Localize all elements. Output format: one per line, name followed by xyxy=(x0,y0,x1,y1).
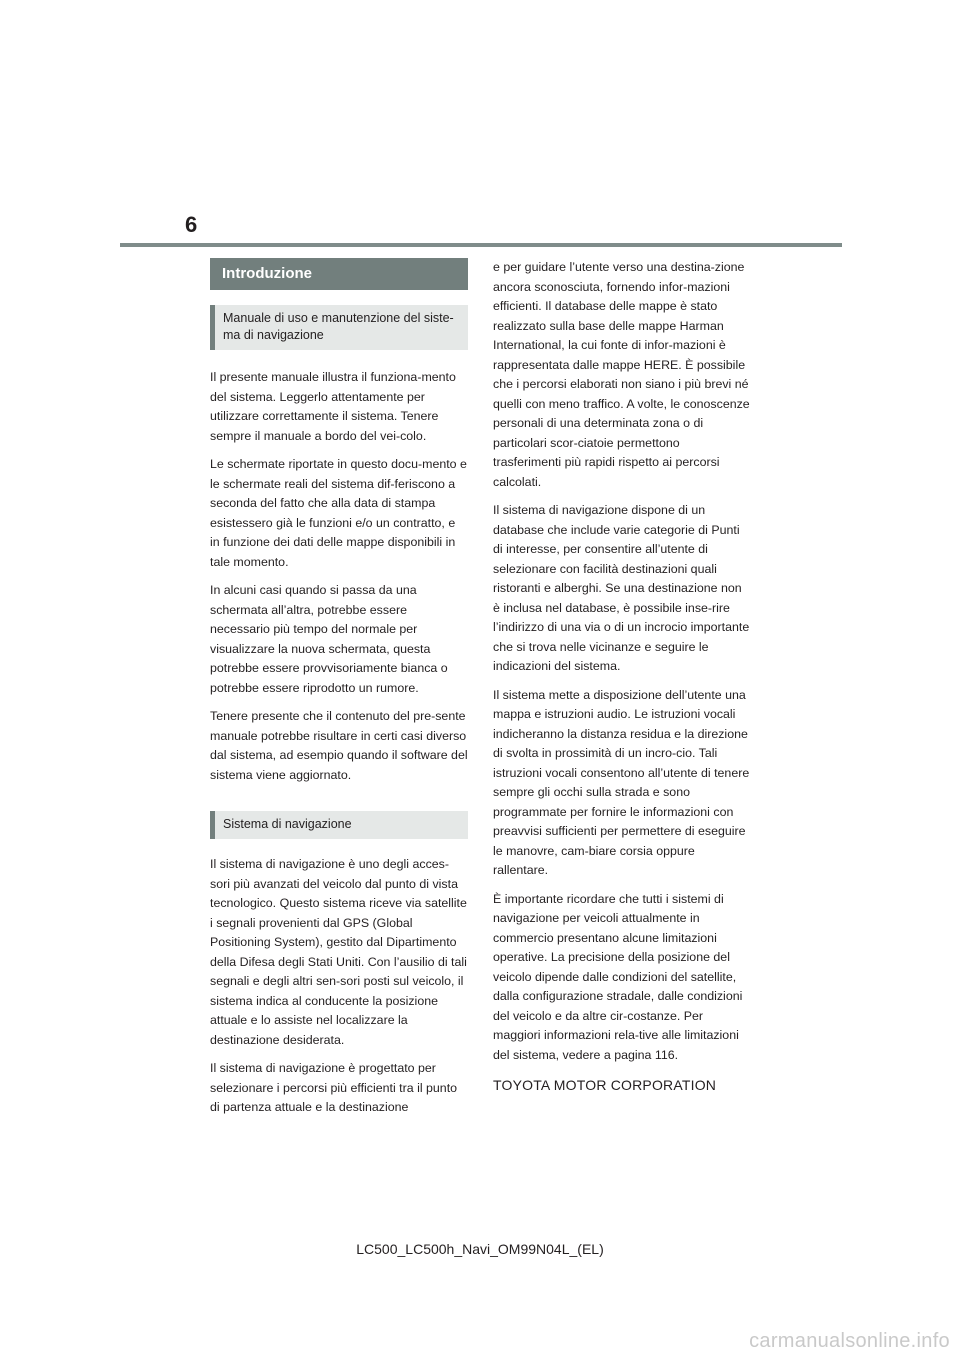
right-column xyxy=(493,258,751,1096)
paragraph: Il sistema di navigazione dispone di un database che include varie categorie di Punti di interesse, per consentire all’utente di selezionare con facilità destinazioni quali ristoranti e alberghi. Se una destinazione non è inclusa nel database, è possibile inse-rire l’indirizzo di una via o di un incrocio importante che si trova nelle vicinanze e seguire le indicazioni del sistema. xyxy=(493,503,750,673)
paragraph: In alcuni casi quando si passa da una schermata all’altra, potrebbe essere necessario più tempo del normale per visualizzare la nuova schermata, questa potrebbe essere provvisoriamente bianca o potrebbe essere riprodotto un rumore. xyxy=(210,583,448,695)
paragraph: È importante ricordare che tutti i sistemi di navigazione per veicoli attualmente in commercio presentano alcune limitazioni operative. La precisione della posizione del veicolo dipende dalle condizioni del satellite, dalla configurazione stradale, dalle condizioni del veicolo e da altre cir-costanze. Per maggiori informazioni rela-tive alle limitazioni del sistema, vedere a pagina 116. xyxy=(493,891,743,1062)
subsection-title-manuale: Manuale di uso e manutenzione del siste- ma di navigazione xyxy=(210,305,468,350)
paragraph: Tenere presente che il contenuto del pre-sente manuale potrebbe risultare in certi casi diverso dal sistema, ad esempio quando il software del sistema viene aggiornato. xyxy=(210,709,468,782)
footer-document-code: LC500_LC500h_Navi_OM99N04L_(EL) xyxy=(356,1241,604,1257)
signature: TOYOTA MOTOR CORPORATION xyxy=(493,1077,717,1093)
paragraph: Le schermate riportate in questo docu-mento e le schermate reali del sistema dif-feriscono a seconda del fatto che alla data di stampa esistessero già le funzioni e/o un contratto, e in funzione dei dati delle mappe disponibili in tale momento. xyxy=(210,457,467,569)
paragraph: Il sistema mette a disposizione dell’utente una mappa e istruzioni audio. Le istruzioni vocali indicheranno la distanza residua e la direzione di svolta in prossimità di un incro-cio. Tali istruzioni vocali consentono all’utente di tenere sempre gli occhi sulla strada e sono programmate per fornire le informazioni con preavvisi sufficienti per permettere di eseguire le manovre, cam-biare corsia oppure rallentare. xyxy=(493,687,750,877)
paragraph: Il sistema di navigazione è uno degli acces-sori più avanzati del veicolo dal punto di vista tecnologico. Questo sistema riceve via satellite i segnali provenienti dal GPS (Global Positioning System), gestito dal Dipartimento della Difesa degli Stati Uniti. Con l’ausilio di tali segnali e degli altri sen-sori posti sul veicolo, il sistema indica al conducente la posizione attuale e lo assiste nel localizzare la destinazione desiderata. xyxy=(210,857,467,1047)
paragraph: e per guidare l’utente verso una destina-zione ancora sconosciuta, fornendo infor-mazioni efficienti. Il database delle mappe è stato realizzato sulla base delle mappe Harman International, la cui fonte di infor-mazioni è rappresentata dalle mappe HERE. È possibile che i percorsi elaborati non siano i più brevi né quelli con meno traffico. A volte, le conoscenze personali di una determinata zona o di particolari scor-ciatoie permettono trasferimenti più rapidi rispetto ai percorsi calcolati. xyxy=(493,260,750,489)
watermark-logo: carmanualsonline.info xyxy=(749,1330,950,1352)
left-column xyxy=(210,258,468,1127)
subsection-title-sistema-navigazione: Sistema di navigazione xyxy=(210,811,468,839)
paragraph: Il presente manuale illustra il funziona-mento del sistema. Leggerlo attentamente per utilizzare correttamente il sistema. Tenere sempre il manuale a bordo del vei-colo. xyxy=(210,370,456,443)
section-title-introduzione: Introduzione xyxy=(210,258,468,290)
header-rule xyxy=(120,243,842,247)
paragraph: Il sistema di navigazione è progettato per selezionare i percorsi più efficienti tra il punto di partenza attuale e la destinazione xyxy=(210,1061,458,1114)
page-number: 6 xyxy=(185,212,198,237)
